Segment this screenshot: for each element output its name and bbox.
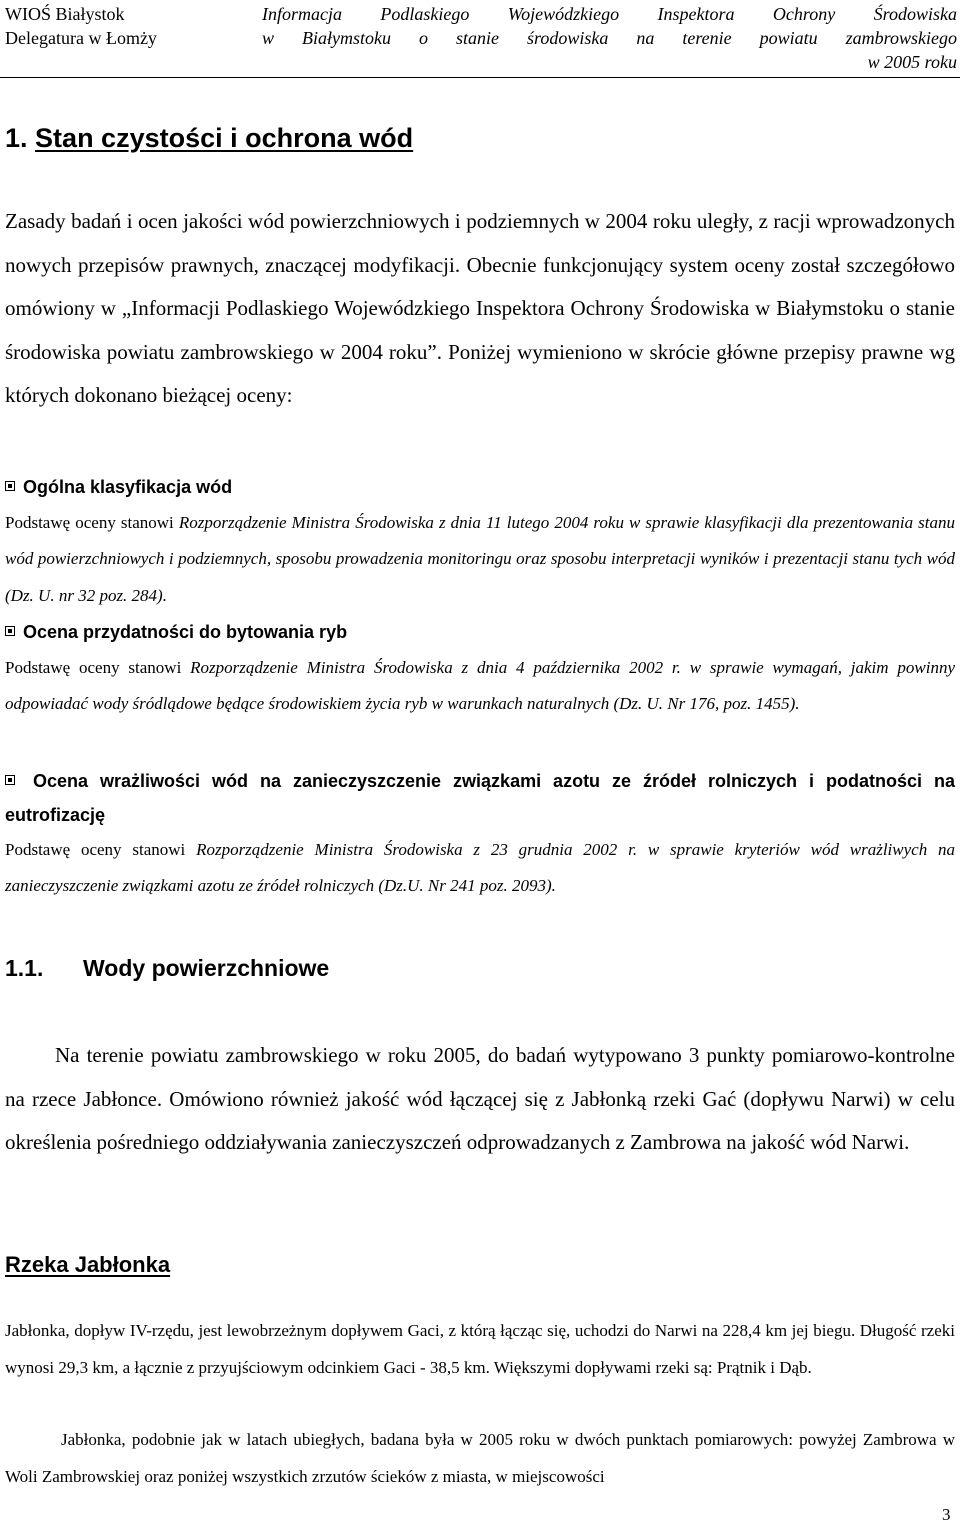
header-branch: Delegatura w Łomży <box>5 28 157 48</box>
regulation-citation: Rozporządzenie Ministra Środowiska z 23 grudnia 2002 r. w sprawie kryteriów wód wrażliwych na zanieczyszczenie związkami azotu ze źródeł rolniczych (Dz.U. Nr 241 poz. 2093). <box>5 840 956 896</box>
criterion-text-1 <box>5 505 955 614</box>
section-title: Stan czystości i ochrona wód <box>35 123 414 153</box>
criterion-lead: Podstawę oceny stanowi <box>5 658 191 677</box>
river-paragraph-1: Jabłonka, dopływ IV-rzędu, jest lewobrzeżnym dopływem Gaci, z którą łącząc się, uchodzi do Narwi na 228,4 km jej biegu. Długość rzeki wynosi 29,3 km, a łącznie z przyujściowym odcinkiem Gaci - 38,5 km. Większymi dopływami rzeki są: Prątnik i Dąb. <box>5 1321 955 1377</box>
header-title-line1: Informacja Podlaskiego Wojewódzkiego Inspektora Ochrony Środowiska <box>262 4 957 24</box>
criterion-text-3 <box>5 832 955 905</box>
criterion-title: Ocena wrażliwości wód na zanieczyszczenie związkami azotu ze źródeł rolniczych i podatności na eutrofizację <box>5 771 955 825</box>
river-paragraph-2 <box>5 1422 955 1495</box>
surface-water-text: Na terenie powiatu zambrowskiego w roku 2005, do badań wytypowano 3 punkty pomiarowo-kontrolne na rzece Jabłonce. Omówiono również jakość wód łączącej się z Jabłonką rzeki Gać (dopływu Narwi) w celu określenia pośredniego oddziaływania zanieczyszczeń odprowadzanych z Zambrowa na jakość wód Narwi. <box>5 1043 955 1154</box>
criterion-title: Ocena przydatności do bytowania ryb <box>23 622 348 642</box>
criterion-heading-2 <box>5 620 347 644</box>
section-number: 1. <box>5 123 28 153</box>
square-bullet-icon <box>5 626 15 636</box>
criterion-heading-3 <box>5 764 955 832</box>
surface-water-paragraph <box>5 1034 955 1165</box>
header-left <box>5 2 157 50</box>
criterion-heading-1 <box>5 475 232 499</box>
criterion-text-2 <box>5 650 955 723</box>
subsection-title: Wody powierzchniowe <box>83 955 330 981</box>
page-number: 3 <box>942 1505 951 1524</box>
criterion-lead: Podstawę oceny stanowi <box>5 840 197 859</box>
square-bullet-icon <box>5 481 15 491</box>
section-heading <box>5 120 413 156</box>
header-org: WIOŚ Białystok <box>5 4 125 24</box>
river-paragraph-2-text: Jabłonka, podobnie jak w latach ubiegłych, badana była w 2005 roku w dwóch punktach pomiarowych: powyżej Zambrowa w Woli Zambrowskiej oraz poniżej wszystkich zrzutów ścieków z miasta, w miejscowości <box>5 1430 955 1486</box>
criterion-title: Ogólna klasyfikacja wód <box>23 477 233 497</box>
header-title-line2: w Białymstoku o stanie środowiska na terenie powiatu zambrowskiego <box>262 28 957 48</box>
header-title-line3: w 2005 roku <box>867 52 957 72</box>
header-right <box>262 2 957 74</box>
subsection-number: 1.1. <box>5 955 44 981</box>
criterion-lead: Podstawę oceny stanowi <box>5 513 179 532</box>
regulation-citation: Rozporządzenie Ministra Środowiska z dnia 11 lutego 2004 roku w sprawie klasyfikacji dla prezentowania stanu wód powierzchniowych i podziemnych, sposobu prowadzenia monitoringu oraz sposobu interpretacji wyników i prezentacji stanu tych wód (Dz. U. nr 32 poz. 284). <box>5 513 955 605</box>
river-heading: Rzeka Jabłonka <box>5 1252 171 1277</box>
subsection-heading <box>5 952 329 984</box>
square-bullet-icon <box>5 775 15 785</box>
intro-paragraph: Zasady badań i ocen jakości wód powierzchniowych i podziemnych w 2004 roku uległy, z racji wprowadzonych nowych przepisów prawnych, znaczącej modyfikacji. Obecnie funkcjonujący system oceny został szczegółowo omówiony w „Informacji Podlaskiego Wojewódzkiego Inspektora Ochrony Środowiska w Białymstoku o stanie środowiska powiatu zambrowskiego w 2004 roku”. Poniżej wymieniono w skrócie główne przepisy prawne wg których dokonano bieżącej oceny: <box>5 209 955 408</box>
regulation-citation: Rozporządzenie Ministra Środowiska z dnia 4 października 2002 r. w sprawie wymagań, jakim powinny odpowiadać wody śródlądowe będące środowiskiem życia ryb w warunkach naturalnych (Dz. U. Nr 176, poz. 1455). <box>5 658 955 714</box>
header-divider <box>0 77 960 78</box>
